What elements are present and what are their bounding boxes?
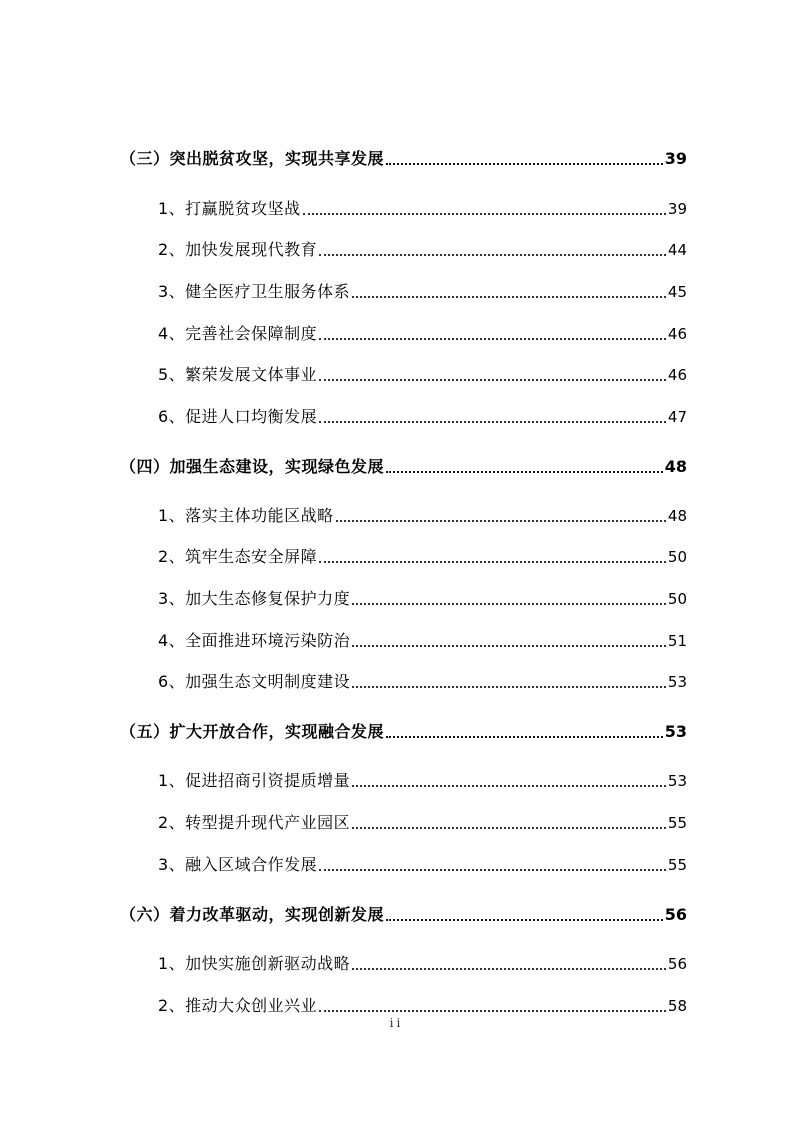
dot-leader <box>319 338 666 340</box>
toc-entry-page-number: 56 <box>667 955 687 973</box>
dot-leader <box>352 296 666 298</box>
toc-subsection-entry[interactable] <box>0 846 793 876</box>
toc-subsection-entry[interactable] <box>0 497 793 527</box>
toc-entry-page-number: 48 <box>667 507 687 525</box>
toc-entry-page-number: 56 <box>664 905 687 924</box>
toc-entry-label: 2、转型提升现代产业园区 <box>158 813 351 832</box>
toc-section-entry[interactable] <box>0 713 793 743</box>
toc-entry-label: 6、促进人口均衡发展 <box>158 407 318 426</box>
dot-leader <box>386 163 663 165</box>
toc-entry-label: 1、加快实施创新驱动战略 <box>158 954 351 973</box>
toc-entry-label: 2、推动大众创业兴业 <box>158 996 318 1015</box>
dot-leader <box>319 379 666 381</box>
dot-leader <box>352 603 666 605</box>
toc-entry-label: 5、繁荣发展文体事业 <box>158 365 318 384</box>
dot-leader <box>386 919 663 921</box>
toc-subsection-entry[interactable] <box>0 315 793 345</box>
toc-entry-label: （三）突出脱贫攻坚，实现共享发展 <box>120 149 385 168</box>
toc-subsection-entry[interactable] <box>0 231 793 261</box>
toc-entry-page-number: 53 <box>667 673 687 691</box>
toc-entry-page-number: 39 <box>667 200 687 218</box>
toc-entry-page-number: 44 <box>667 241 687 259</box>
toc-entry-label: 4、完善社会保障制度 <box>158 324 318 343</box>
toc-subsection-entry[interactable] <box>0 273 793 303</box>
toc-subsection-entry[interactable] <box>0 762 793 792</box>
dot-leader <box>352 827 666 829</box>
toc-entry-label: 2、筑牢生态安全屏障 <box>158 547 318 566</box>
dot-leader <box>352 645 666 647</box>
toc-subsection-entry[interactable] <box>0 804 793 834</box>
toc-entry-page-number: 58 <box>667 997 687 1015</box>
toc-entry-page-number: 50 <box>667 548 687 566</box>
toc-entry-label: 1、促进招商引资提质增量 <box>158 771 351 790</box>
toc-entry-page-number: 50 <box>667 590 687 608</box>
toc-entry-page-number: 39 <box>664 149 687 168</box>
dot-leader <box>319 561 666 563</box>
toc-entry-page-number: 47 <box>667 408 687 426</box>
dot-leader <box>352 785 666 787</box>
toc-entry-label: （五）扩大开放合作，实现融合发展 <box>120 722 385 741</box>
dot-leader <box>336 520 666 522</box>
toc-subsection-entry[interactable] <box>0 398 793 428</box>
toc-entry-page-number: 46 <box>667 366 687 384</box>
dot-leader <box>319 421 666 423</box>
toc-entry-label: （四）加强生态建设，实现绿色发展 <box>120 457 385 476</box>
dot-leader <box>386 471 663 473</box>
toc-subsection-entry[interactable] <box>0 356 793 386</box>
toc-entry-page-number: 53 <box>664 722 687 741</box>
toc-entry-label: 1、落实主体功能区战略 <box>158 506 334 525</box>
toc-entry-page-number: 51 <box>667 632 687 650</box>
toc-entry-label: 6、加强生态文明制度建设 <box>158 672 351 691</box>
toc-subsection-entry[interactable] <box>0 580 793 610</box>
toc-section-entry[interactable] <box>0 140 793 170</box>
toc-subsection-entry[interactable] <box>0 945 793 975</box>
toc-subsection-entry[interactable] <box>0 538 793 568</box>
toc-entry-label: 3、健全医疗卫生服务体系 <box>158 282 351 301</box>
page-number: ii <box>389 1016 404 1030</box>
dot-leader <box>386 736 663 738</box>
toc-entry-label: 2、加快发展现代教育 <box>158 240 318 259</box>
dot-leader <box>319 1010 666 1012</box>
toc-section-entry[interactable] <box>0 896 793 926</box>
toc-entry-page-number: 45 <box>667 283 687 301</box>
toc-subsection-entry[interactable] <box>0 190 793 220</box>
dot-leader <box>352 968 666 970</box>
toc-entry-label: 4、全面推进环境污染防治 <box>158 631 351 650</box>
toc-entry-page-number: 48 <box>664 457 687 476</box>
dot-leader <box>319 869 666 871</box>
toc-section-entry[interactable] <box>0 448 793 478</box>
toc-entry-label: 1、打赢脱贫攻坚战 <box>158 199 301 218</box>
toc-entry-page-number: 53 <box>667 772 687 790</box>
dot-leader <box>352 686 666 688</box>
toc-entry-label: 3、加大生态修复保护力度 <box>158 589 351 608</box>
toc-entry-page-number: 55 <box>667 814 687 832</box>
toc-entry-label: （六）着力改革驱动，实现创新发展 <box>120 905 385 924</box>
toc-subsection-entry[interactable] <box>0 987 793 1017</box>
dot-leader <box>303 213 666 215</box>
toc-entry-label: 3、融入区域合作发展 <box>158 855 318 874</box>
toc-entry-page-number: 55 <box>667 856 687 874</box>
toc-subsection-entry[interactable] <box>0 663 793 693</box>
dot-leader <box>319 254 666 256</box>
toc-entry-page-number: 46 <box>667 325 687 343</box>
toc-subsection-entry[interactable] <box>0 622 793 652</box>
